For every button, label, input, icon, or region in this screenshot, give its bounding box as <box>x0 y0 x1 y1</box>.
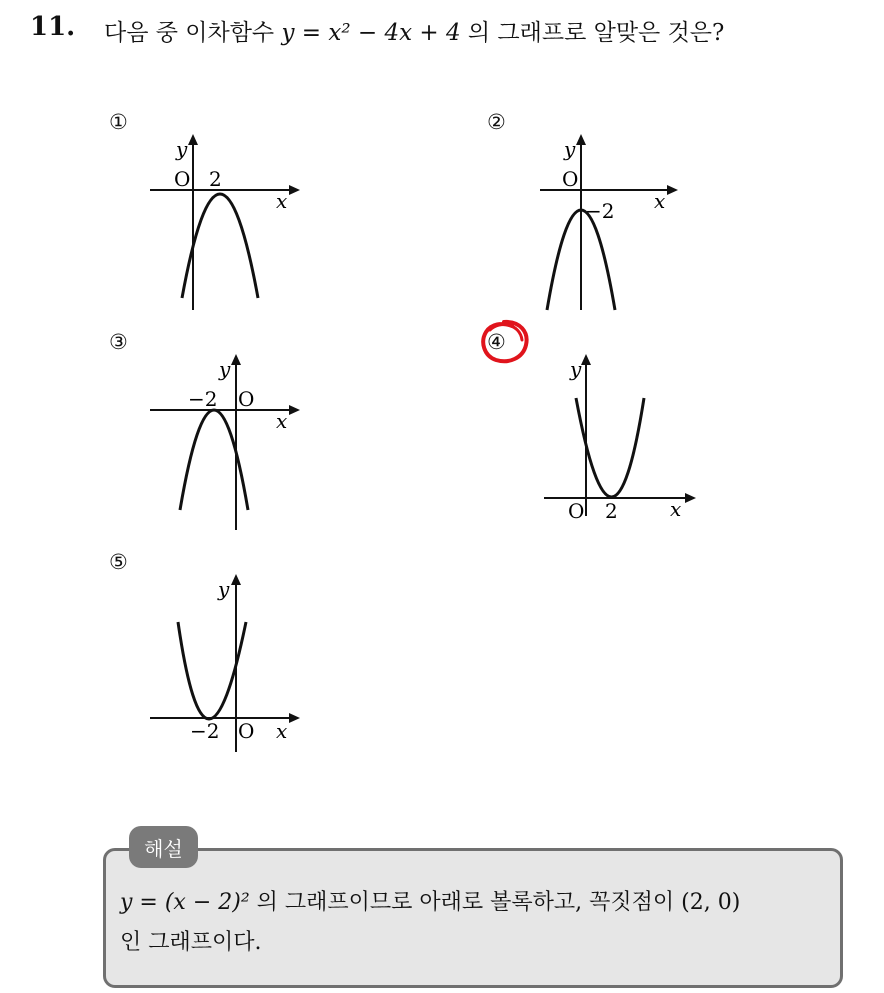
origin-label: O <box>238 719 255 743</box>
x-axis-label: x <box>654 189 666 213</box>
origin-label: O <box>562 167 579 191</box>
choice-3-graph <box>140 350 310 540</box>
tick-label-neg2: −2 <box>188 387 218 411</box>
y-axis-label: y <box>218 577 230 601</box>
parabola-curve <box>180 410 248 510</box>
tick-label-2: 2 <box>605 499 618 523</box>
x-axis-arrow <box>289 405 300 415</box>
question-number: 11. <box>30 12 76 42</box>
y-axis-label: y <box>564 137 576 161</box>
choice-5-label[interactable]: ⑤ <box>109 550 128 574</box>
solution-tab: 해설 <box>129 826 198 868</box>
y-axis-arrow <box>231 354 241 365</box>
x-axis-arrow <box>289 185 300 195</box>
tick-label-neg2: −2 <box>190 719 220 743</box>
y-axis-arrow <box>231 574 241 585</box>
answer-mark-stroke-2 <box>490 325 522 340</box>
solution-line-1 <box>120 883 830 923</box>
choice-1-label[interactable]: ① <box>109 110 128 134</box>
solution-text <box>120 883 830 963</box>
question-text-after: 의 그래프로 알맞은 것은? <box>460 20 725 46</box>
choice-1-graph <box>140 130 310 320</box>
y-axis-label: y <box>219 357 231 381</box>
origin-label: O <box>238 387 255 411</box>
x-axis-arrow <box>667 185 678 195</box>
question-text-before: 다음 중 이차함수 <box>104 20 282 46</box>
tick-label-neg2: −2 <box>585 199 615 223</box>
choice-4-label[interactable]: ④ <box>487 330 506 354</box>
choice-2-graph <box>530 130 700 320</box>
choice-3-label[interactable]: ③ <box>109 330 128 354</box>
origin-label: O <box>174 167 191 191</box>
y-axis-arrow <box>576 134 586 145</box>
choice-4-graph <box>530 350 705 540</box>
question-equation: y = x² − 4x + 4 <box>281 20 461 46</box>
x-axis-label: x <box>276 189 288 213</box>
y-axis-arrow <box>581 354 591 365</box>
question-text <box>104 14 724 47</box>
choice-5-graph <box>140 570 310 760</box>
x-axis-arrow <box>289 713 300 723</box>
solution-line-1-rest: 의 그래프이므로 아래로 볼록하고, 꼭짓점이 (2, 0) <box>249 890 741 915</box>
x-axis-label: x <box>276 719 288 743</box>
origin-label: O <box>568 499 585 523</box>
solution-line-2: 인 그래프이다. <box>120 930 262 955</box>
answer-mark-circle <box>476 318 536 368</box>
solution-equation: y = (x − 2)² <box>120 890 250 915</box>
x-axis-arrow <box>685 493 696 503</box>
choice-2-label[interactable]: ② <box>487 110 506 134</box>
tick-label-2: 2 <box>209 167 222 191</box>
y-axis-label: y <box>176 137 188 161</box>
y-axis-label: y <box>570 357 582 381</box>
y-axis-arrow <box>188 134 198 145</box>
answer-mark-stroke <box>483 322 526 361</box>
x-axis-label: x <box>276 409 288 433</box>
x-axis-label: x <box>670 497 682 521</box>
